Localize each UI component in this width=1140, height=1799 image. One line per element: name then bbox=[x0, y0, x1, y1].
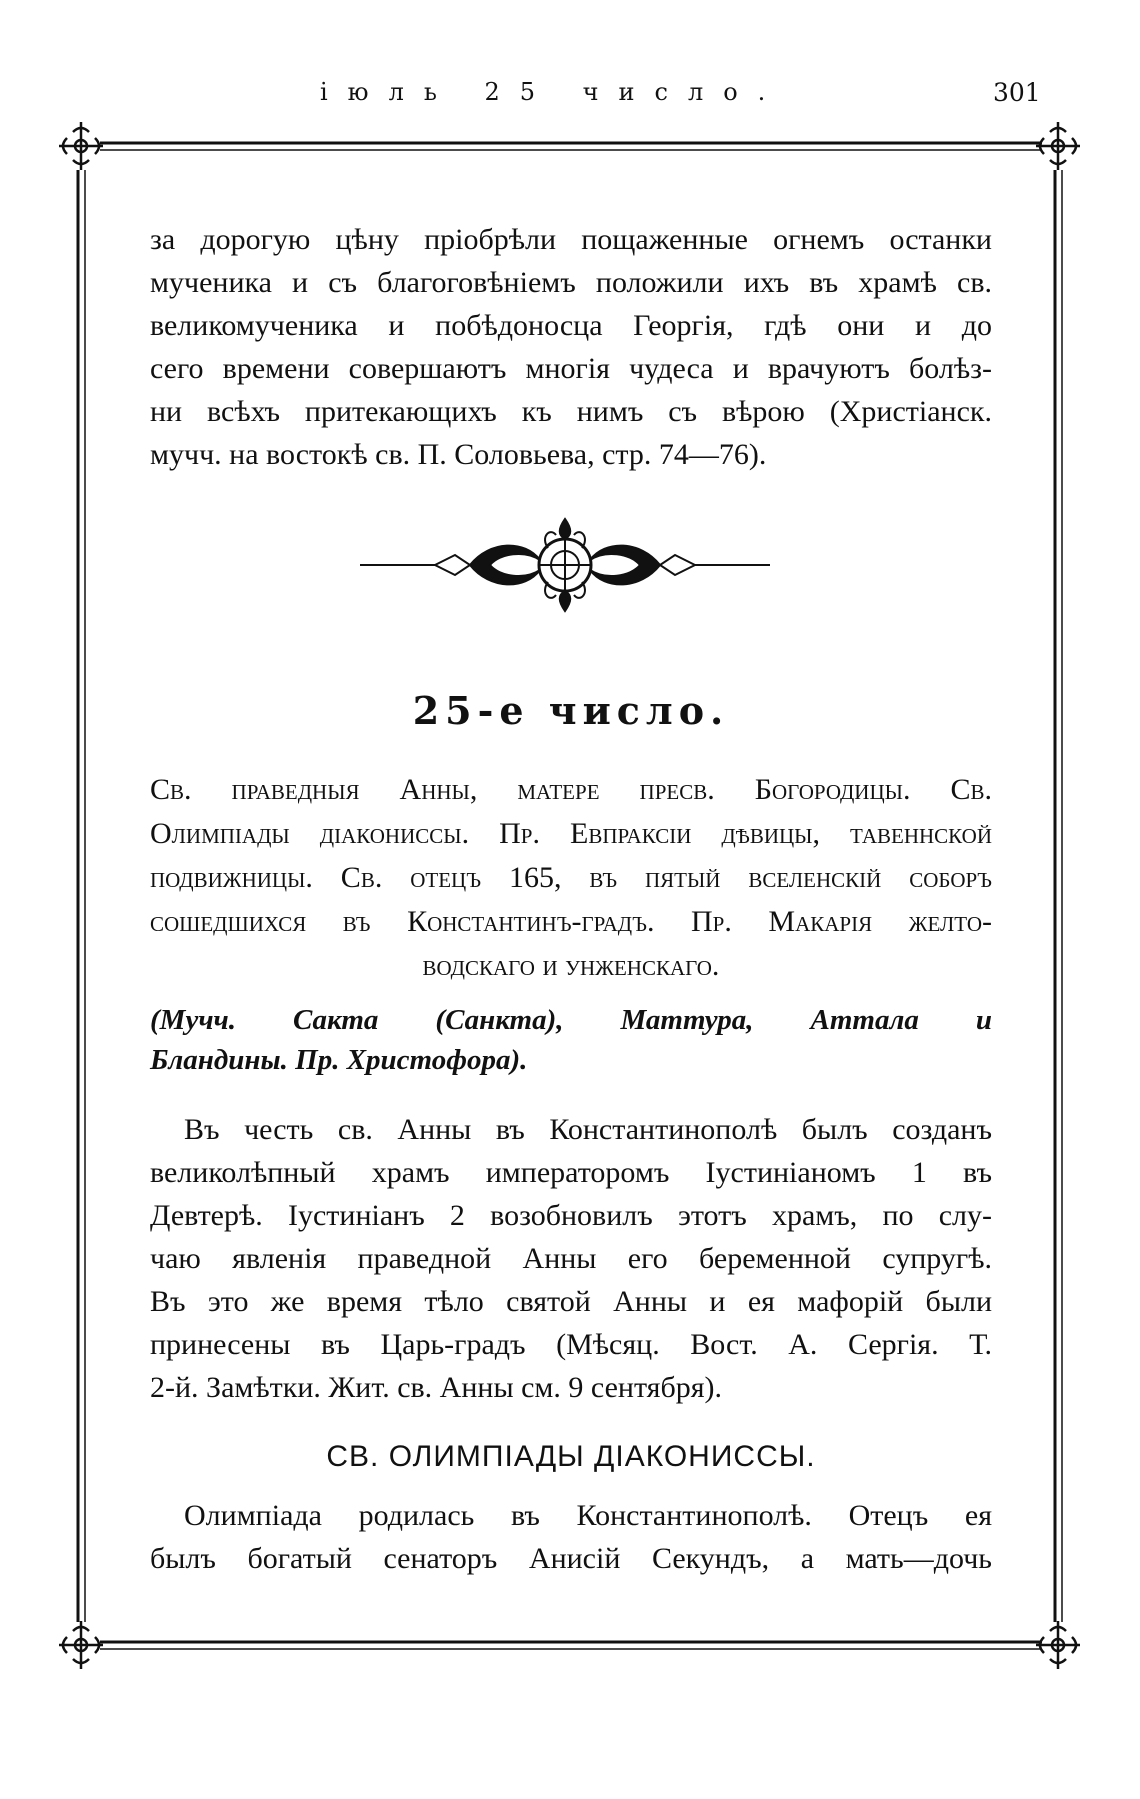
paragraph-continuation bbox=[150, 218, 992, 476]
text-line: великолѣпный храмъ императоромъ Іустиніаномъ 1 въ bbox=[150, 1156, 992, 1189]
text-line: Девтерѣ. Іустиніанъ 2 возобновилъ этотъ храмъ, по слу- bbox=[150, 1199, 992, 1232]
text-line: принесены въ Царь-градъ (Мѣсяц. Вост. А. Сергія. Т. bbox=[150, 1328, 992, 1361]
text-line: Св. праведныя Анны, матере пресв. Богородицы. Св. bbox=[150, 773, 992, 806]
text-line: Олимпіада родилась въ Константинополѣ. Отецъ ея bbox=[184, 1499, 992, 1532]
text-line: сего времени совершаютъ многія чудеса и врачуютъ болѣз- bbox=[150, 352, 992, 385]
text-line: былъ богатый сенаторъ Анисій Секундъ, а мать—дочь bbox=[150, 1542, 992, 1575]
section-heading: СВ. ОЛИМПІАДЫ ДІАКОНИССЫ. bbox=[326, 1440, 816, 1473]
paragraph-st-anna bbox=[150, 1108, 992, 1409]
saints-of-day bbox=[150, 768, 992, 988]
text-line: Въ это же время тѣло святой Анны и ея мафорій были bbox=[150, 1285, 992, 1318]
paragraph-olympiada bbox=[150, 1494, 992, 1580]
text-line: водскаго и унженскаго. bbox=[422, 949, 720, 982]
text-line: подвижницы. Св. отецъ 165, въ пятый вселенскій соборъ bbox=[150, 861, 992, 894]
running-title: іюль 25 число. bbox=[320, 78, 786, 106]
text-line: великомученика и побѣдоносца Георгія, гдѣ они и до bbox=[150, 309, 992, 342]
running-head bbox=[0, 78, 1140, 118]
text-line: сошедшихся въ Константинъ-градъ. Пр. Макарія желто- bbox=[150, 905, 992, 938]
page-number: 301 bbox=[993, 78, 1041, 107]
text-line: 2-й. Замѣтки. Жит. св. Анны см. 9 сентября). bbox=[150, 1371, 723, 1404]
text-line: Въ честь св. Анны въ Константинополѣ былъ созданъ bbox=[184, 1113, 992, 1146]
text-line: чаю явленія праведной Анны его беременной супругѣ. bbox=[150, 1242, 992, 1275]
text-line: за дорогую цѣну пріобрѣли пощаженные огнемъ останки bbox=[150, 223, 992, 256]
text-line: (Мучч. Сакта (Санкта), Маттура, Аттала и bbox=[150, 1004, 992, 1036]
day-heading: 25-е число. bbox=[412, 688, 730, 733]
ornamental-divider-icon bbox=[360, 515, 770, 615]
other-commemorations bbox=[150, 1000, 992, 1080]
text-line: мучч. на востокѣ св. П. Соловьева, стр. 74—76). bbox=[150, 438, 767, 471]
text-line: Олимпіады діакониссы. Пр. Евпраксіи дѣвицы, тавеннской bbox=[150, 817, 992, 850]
text-line: ни всѣхъ притекающихъ къ нимъ съ вѣрою (Христіанск. bbox=[150, 395, 992, 428]
text-line: Бландины. Пр. Христофора). bbox=[150, 1044, 528, 1076]
text-line: мученика и съ благоговѣніемъ положили ихъ въ храмѣ св. bbox=[150, 266, 992, 299]
